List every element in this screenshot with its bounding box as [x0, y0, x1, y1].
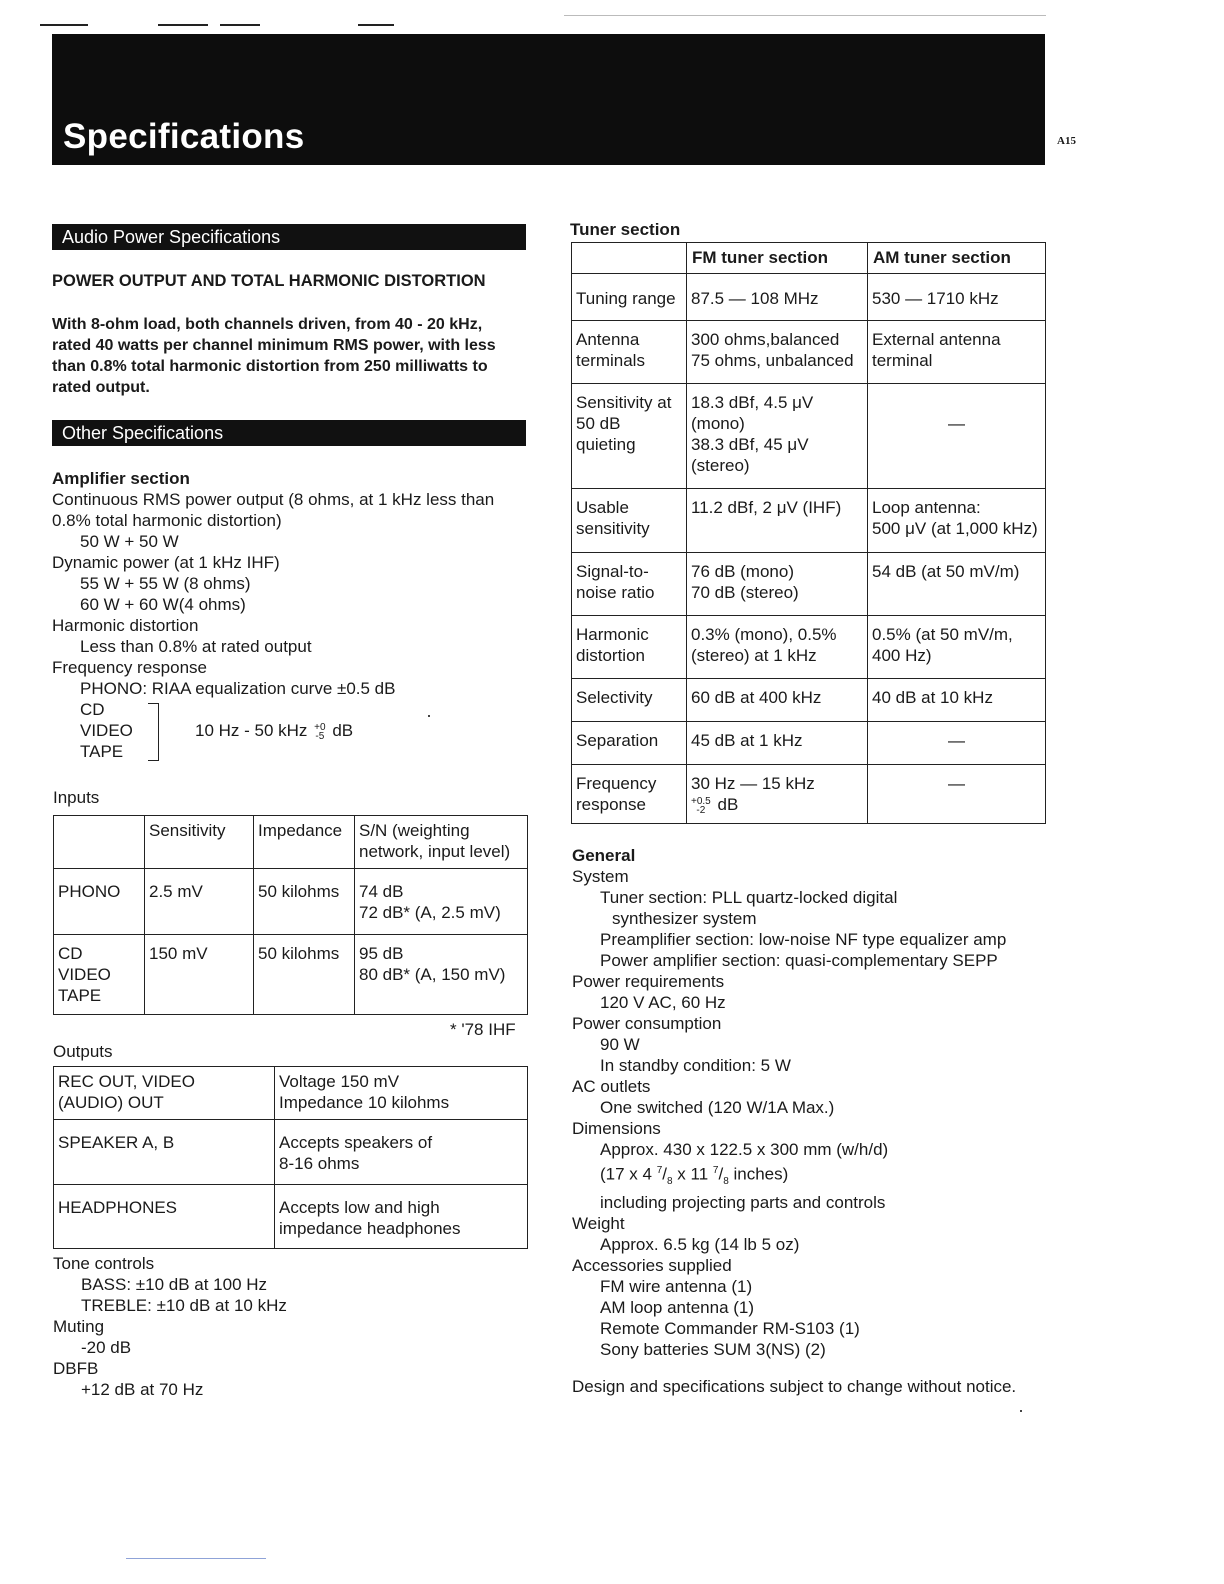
accessories-label: Accessories supplied — [572, 1256, 732, 1276]
consumption-value-1: 90 W — [600, 1035, 640, 1054]
inputs-header-impedance: Impedance — [254, 816, 355, 869]
tuner-cell: 60 dB at 400 kHz — [687, 679, 868, 722]
amp-power: 50 W + 50 W — [80, 532, 179, 551]
tuner-cell: 300 ohms,balanced 75 ohms, unbalanced — [687, 321, 868, 384]
page-title: Specifications — [63, 117, 305, 156]
inputs-header-row — [54, 816, 528, 869]
outputs-cell: Accepts speakers of 8-16 ohms — [275, 1120, 528, 1185]
outputs-cell: REC OUT, VIDEO (AUDIO) OUT — [54, 1067, 275, 1120]
dimensions-label: Dimensions — [572, 1119, 661, 1138]
system-label: System — [572, 867, 629, 886]
freq-source-video: VIDEO — [80, 721, 133, 740]
tuner-cell: Tuning range — [572, 274, 687, 321]
dbfb-value: +12 dB at 70 Hz — [81, 1380, 204, 1399]
registration-marks — [40, 24, 360, 28]
bracket-icon — [148, 703, 159, 761]
power-req-value: 120 V AC, 60 Hz — [600, 993, 726, 1012]
dim-part-a: (17 x 4 — [600, 1164, 652, 1184]
tuner-tol-unit: dB — [717, 795, 739, 814]
tuner-cell: 40 dB at 10 kHz — [868, 679, 1046, 722]
audio-power-bar: Audio Power Specifications — [52, 224, 526, 250]
scan-dot — [428, 715, 430, 717]
tuner-header-empty — [572, 243, 687, 274]
tuner-cell: Antenna terminals — [572, 321, 687, 384]
tuner-cell: 0.3% (mono), 0.5% (stereo) at 1 kHz — [687, 616, 868, 679]
tuner-header-fm: FM tuner section — [687, 243, 868, 274]
inputs-cell: 50 kilohms — [254, 869, 355, 935]
tuner-cell-freq — [687, 765, 868, 824]
tuner-tol-bottom: -2 — [696, 804, 706, 816]
inputs-header-sensitivity: Sensitivity — [145, 816, 254, 869]
table-row — [572, 553, 1046, 616]
dynamic-label: Dynamic power (at 1 kHz IHF) — [52, 553, 280, 572]
table-row — [572, 765, 1046, 824]
tuner-header-am: AM tuner section — [868, 243, 1046, 274]
consumption-label: Power consumption — [572, 1014, 722, 1033]
freq-source-cd: CD — [80, 700, 105, 719]
table-row — [54, 1067, 528, 1120]
weight-value: Approx. 6.5 kg (14 lb 5 oz) — [600, 1235, 800, 1255]
inputs-label: Inputs — [53, 788, 100, 807]
tuner-cell: Frequency response — [572, 765, 687, 824]
inputs-header-sn: S/N (weighting network, input level) — [355, 816, 528, 869]
dim-frac2-den: 8 — [723, 1176, 729, 1188]
table-row — [54, 1185, 528, 1249]
amp-line-1: Continuous RMS power output (8 ohms, at 1 kHz less than — [52, 490, 495, 509]
tuner-tol-stack — [691, 797, 711, 815]
tuner-cell: — — [868, 722, 1046, 765]
accessory-4: Sony batteries SUM 3(NS) (2) — [600, 1340, 826, 1360]
power-output-paragraph: With 8-ohm load, both channels driven, from 40 - 20 kHz, rated 40 watts per channel minimum RMS power, with less than 0.8% total harmonic distortion from 250 milliwatts to rated output. — [52, 316, 496, 396]
inputs-header-empty — [54, 816, 145, 869]
power-output-heading: POWER OUTPUT AND TOTAL HARMONIC DISTORTION — [52, 272, 486, 290]
phono-line: PHONO: RIAA equalization curve ±0.5 dB — [80, 679, 396, 698]
amplifier-heading: Amplifier section — [52, 469, 190, 488]
outputs-table — [53, 1066, 528, 1249]
dynamic-value-1: 55 W + 55 W (8 ohms) — [80, 574, 251, 593]
table-row — [54, 935, 528, 1015]
freq-label: Frequency response — [52, 658, 207, 677]
tuner-table — [571, 242, 1046, 824]
table-row — [572, 489, 1046, 553]
tuner-cell: Separation — [572, 722, 687, 765]
amp-line-2: 0.8% total harmonic distortion) — [52, 511, 282, 530]
freq-tolerance — [314, 723, 325, 741]
dimensions-line-3: including projecting parts and controls — [600, 1193, 886, 1213]
inputs-table — [53, 815, 528, 1015]
general-heading: General — [572, 846, 636, 865]
accessory-2: AM loop antenna (1) — [600, 1298, 755, 1318]
tuner-cell: 18.3 dBf, 4.5 μV (mono) 38.3 dBf, 45 μV (stereo) — [687, 384, 868, 489]
dbfb-label: DBFB — [53, 1359, 99, 1378]
tuner-cell: 76 dB (mono) 70 dB (stereo) — [687, 553, 868, 616]
scan-dot — [1020, 1410, 1022, 1412]
table-row — [54, 869, 528, 935]
ac-label: AC outlets — [572, 1077, 651, 1096]
outputs-cell: HEADPHONES — [54, 1185, 275, 1249]
dim-frac2-num: 7 — [712, 1165, 719, 1176]
inputs-footnote: * '78 IHF — [450, 1020, 516, 1039]
tuner-cell: Loop antenna: 500 μV (at 1,000 kHz) — [868, 489, 1046, 553]
inputs-cell: 150 mV — [145, 935, 254, 1015]
bottom-rule — [126, 1558, 266, 1559]
outputs-cell: Accepts low and high impedance headphones — [275, 1185, 528, 1249]
system-line-3: Preamplifier section: low-noise NF type equalizer amp — [600, 930, 1007, 949]
system-line-4: Power amplifier section: quasi-complementary SEPP — [600, 951, 998, 970]
dimensions-line-2: (17 x 4 $^7/_8$ x 11 $^7/_8$ inches) — [600, 1164, 789, 1188]
ac-value: One switched (120 W/1A Max.) — [600, 1098, 835, 1117]
header-banner — [52, 34, 1045, 165]
tuner-cell: — — [868, 765, 1046, 824]
accessory-1: FM wire antenna (1) — [600, 1277, 753, 1297]
muting-label: Muting — [53, 1317, 105, 1336]
dim-part-c: inches) — [728, 1164, 789, 1184]
dynamic-value-2: 60 W + 60 W(4 ohms) — [80, 595, 246, 614]
table-row — [572, 321, 1046, 384]
table-row — [572, 722, 1046, 765]
freq-value-group — [195, 720, 353, 741]
tuner-cell: 0.5% (at 50 mV/m, 400 Hz) — [868, 616, 1046, 679]
tuner-cell: 54 dB (at 50 mV/m) — [868, 553, 1046, 616]
tuner-header-row — [572, 243, 1046, 274]
amplifier-section — [52, 468, 532, 762]
inputs-cell: PHONO — [54, 869, 145, 935]
tuner-cell: Usable sensitivity — [572, 489, 687, 553]
tuner-cell: 11.2 dBf, 2 μV (IHF) — [687, 489, 868, 553]
table-row — [572, 679, 1046, 722]
tuner-cell: 45 dB at 1 kHz — [687, 722, 868, 765]
dim-frac1-num: 7 — [656, 1165, 663, 1176]
tuner-cell: Selectivity — [572, 679, 687, 722]
general-section — [572, 845, 1052, 1360]
inputs-cell: 2.5 mV — [145, 869, 254, 935]
muting-value: -20 dB — [81, 1338, 132, 1357]
freq-tol-bottom: -5 — [315, 730, 325, 742]
table-row — [572, 274, 1046, 321]
tone-treble: TREBLE: ±10 dB at 10 kHz — [81, 1296, 287, 1315]
other-specs-bar: Other Specifications — [52, 420, 526, 446]
table-row — [572, 616, 1046, 679]
notice-text: Design and specifications subject to change without notice. — [572, 1377, 1017, 1396]
weight-label: Weight — [572, 1214, 625, 1234]
power-req-label: Power requirements — [572, 972, 725, 991]
freq-sources-group — [52, 699, 532, 762]
dim-frac1-den: 8 — [667, 1176, 673, 1188]
tuner-freq-range: 30 Hz — 15 kHz — [691, 774, 815, 793]
tuner-cell: Signal-to- noise ratio — [572, 553, 687, 616]
tuner-cell: — — [868, 384, 1046, 489]
tuner-cell: 530 — 1710 kHz — [868, 274, 1046, 321]
inputs-cell: 95 dB 80 dB* (A, 150 mV) — [355, 935, 528, 1015]
inputs-cell: 74 dB 72 dB* (A, 2.5 mV) — [355, 869, 528, 935]
tuner-cell: Harmonic distortion — [572, 616, 687, 679]
tuner-cell: 87.5 — 108 MHz — [687, 274, 868, 321]
freq-value: 10 Hz - 50 kHz — [195, 721, 308, 740]
harmonic-value: Less than 0.8% at rated output — [80, 637, 312, 656]
table-row — [54, 1120, 528, 1185]
consumption-value-2: In standby condition: 5 W — [600, 1056, 791, 1075]
tuner-cell: Sensitivity at 50 dB quieting — [572, 384, 687, 489]
tuner-heading: Tuner section — [570, 220, 681, 239]
tuner-freq-tol — [691, 794, 863, 815]
freq-tol-top: +0 — [314, 721, 326, 733]
tone-bass: BASS: ±10 dB at 100 Hz — [81, 1275, 268, 1294]
outputs-label: Outputs — [53, 1042, 113, 1061]
tone-section — [53, 1253, 287, 1400]
outputs-cell: Voltage 150 mV Impedance 10 kilohms — [275, 1067, 528, 1120]
table-row — [572, 384, 1046, 489]
tuner-cell: External antenna terminal — [868, 321, 1046, 384]
inputs-cell: CD VIDEO TAPE — [54, 935, 145, 1015]
top-rule — [564, 15, 1046, 16]
freq-source-tape: TAPE — [80, 742, 124, 761]
dim-part-b: x 11 — [672, 1164, 709, 1184]
system-line-1: Tuner section: PLL quartz-locked digital — [600, 888, 898, 907]
freq-unit: dB — [332, 721, 354, 740]
tone-label: Tone controls — [53, 1254, 155, 1273]
dimensions-line-1: Approx. 430 x 122.5 x 300 mm (w/h/d) — [600, 1140, 889, 1159]
accessory-3: Remote Commander RM-S103 (1) — [600, 1319, 860, 1339]
system-line-2: synthesizer system — [612, 909, 757, 928]
harmonic-label: Harmonic distortion — [52, 616, 199, 635]
page-number: A15 — [1057, 135, 1076, 147]
inputs-cell: 50 kilohms — [254, 935, 355, 1015]
outputs-cell: SPEAKER A, B — [54, 1120, 275, 1185]
tuner-tol-top: +0.5 — [691, 795, 711, 807]
